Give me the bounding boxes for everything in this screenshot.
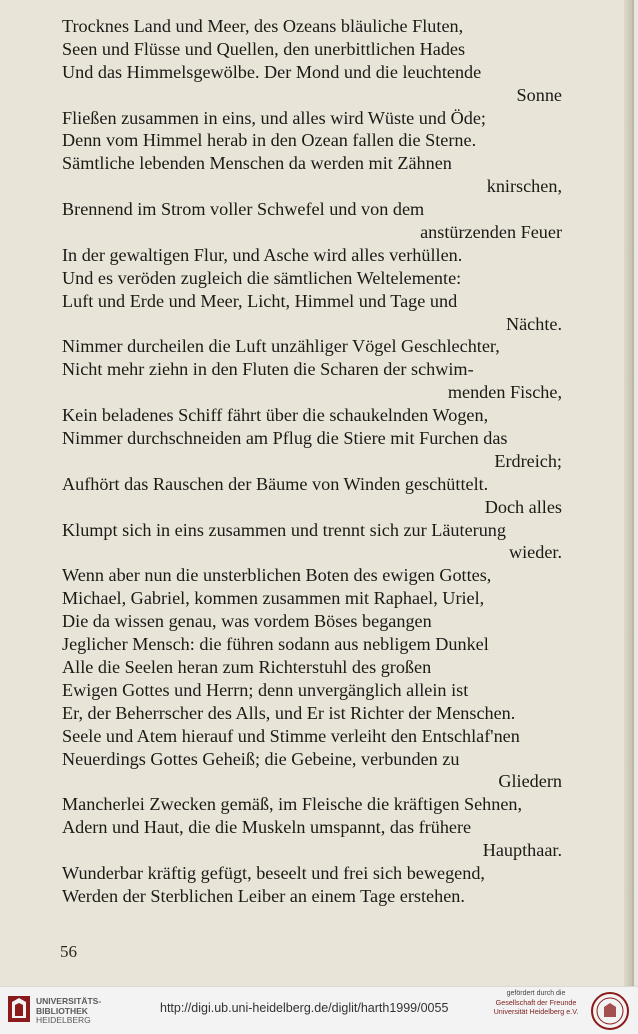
poem-line: menden Fische, xyxy=(447,382,562,403)
poem-line: Denn vom Himmel herab in den Ozean fallen die Sterne. xyxy=(62,130,477,151)
page-number: 56 xyxy=(60,942,77,961)
page-edge xyxy=(624,0,632,986)
poem-line: Brennend im Strom voller Schwefel und von dem xyxy=(62,199,425,220)
sponsor-intro: gefördert durch die xyxy=(506,990,566,997)
poem-line: knirschen, xyxy=(486,176,562,197)
poem-line: Jeglicher Mensch: die führen sodann aus nebligem Dunkel xyxy=(62,634,489,655)
poem-line: Und es veröden zugleich die sämtlichen Weltelemente: xyxy=(62,267,462,288)
poem-line: Kein beladenes Schiff fährt über die schaukelnden Wogen, xyxy=(62,405,489,426)
poem-line: Ewigen Gottes und Herrn; denn unvergänglich allein ist xyxy=(62,679,469,700)
sponsor-name-line-2: Universität Heidelberg e.V. xyxy=(493,1007,579,1016)
poem-line: anstürzenden Feuer xyxy=(420,222,562,243)
sponsor-name-line-1: Gesellschaft der Freunde xyxy=(495,998,577,1007)
poem-line: Luft und Erde und Meer, Licht, Himmel und Tage und xyxy=(62,290,458,311)
library-name-line-1: UNIVERSITÄTS- xyxy=(36,996,102,1006)
poem-line: In der gewaltigen Flur, und Asche wird alles verhüllen. xyxy=(62,244,463,265)
poem-line: Fließen zusammen in eins, und alles wird Wüste und Öde; xyxy=(62,107,486,128)
poem-line: wieder. xyxy=(508,542,562,563)
library-name xyxy=(36,997,101,1026)
poem-line: Wunderbar kräftig gefügt, beseelt und frei sich bewegend, xyxy=(62,862,485,883)
sponsor-seal-icon xyxy=(590,991,630,1031)
poem-line: Nicht mehr ziehn in den Fluten die Scharen der schwim- xyxy=(62,359,474,380)
poem-line: Sämtliche lebenden Menschen da werden mit Zähnen xyxy=(62,153,452,174)
poem-line: Seele und Atem hierauf und Stimme verleiht den Entschlaf'nen xyxy=(62,725,520,746)
poem-line: Nächte. xyxy=(505,313,562,334)
poem-line: Er, der Beherrscher des Alls, und Er ist Richter der Menschen. xyxy=(62,702,516,723)
poem-line: Mancherlei Zwecken gemäß, im Fleische die kräftigen Sehnen, xyxy=(62,794,523,815)
poem-line: Aufhört das Rauschen der Bäume von Winden geschüttelt. xyxy=(62,473,489,494)
poem-line: Neuerdings Gottes Geheiß; die Gebeine, verbunden zu xyxy=(62,748,460,769)
viewer-footer xyxy=(0,986,638,1034)
poem-text xyxy=(62,15,562,908)
library-name-line-2: BIBLIOTHEK xyxy=(36,1005,88,1016)
poem-line: Werden der Sterblichen Leiber an einem Tage erstehen. xyxy=(62,885,465,906)
poem-line: Haupthaar. xyxy=(482,840,562,861)
poem-line: Wenn aber nun die unsterblichen Boten des ewigen Gottes, xyxy=(62,565,492,586)
poem-line: Die da wissen genau, was vordem Böses begangen xyxy=(62,611,432,632)
poem-line: Michael, Gabriel, kommen zusammen mit Raphael, Uriel, xyxy=(62,588,485,609)
poem-line: Sonne xyxy=(516,84,562,105)
university-library-logo-icon xyxy=(6,994,32,1024)
poem-line: Erdreich; xyxy=(494,450,562,471)
permalink-url[interactable]: http://digi.ub.uni-heidelberg.de/diglit/harth1999/0055 xyxy=(160,1001,449,1015)
library-name-line-3: HEIDELBERG xyxy=(36,1015,91,1025)
poem-line: Doch alles xyxy=(484,496,562,517)
poem-line: Seen und Flüsse und Quellen, den unerbittlichen Hades xyxy=(62,38,466,59)
poem-line: Adern und Haut, die die Muskeln umspannt, das frühere xyxy=(62,817,472,838)
poem-line: Klumpt sich in eins zusammen und trennt sich zur Läuterung xyxy=(62,519,506,540)
poem-line: Trocknes Land und Meer, des Ozeans bläuliche Fluten, xyxy=(62,16,464,36)
poem-line: Alle die Seelen heran zum Richterstuhl des großen xyxy=(62,656,432,677)
poem-line: Nimmer durchschneiden am Pflug die Stiere mit Furchen das xyxy=(62,428,508,449)
poem-line: Nimmer durcheilen die Luft unzähliger Vögel Geschlechter, xyxy=(62,336,500,357)
sponsor-credit xyxy=(488,989,584,1016)
poem-line: Und das Himmelsgewölbe. Der Mond und die leuchtende xyxy=(62,61,482,82)
poem-line: Gliedern xyxy=(498,771,562,792)
